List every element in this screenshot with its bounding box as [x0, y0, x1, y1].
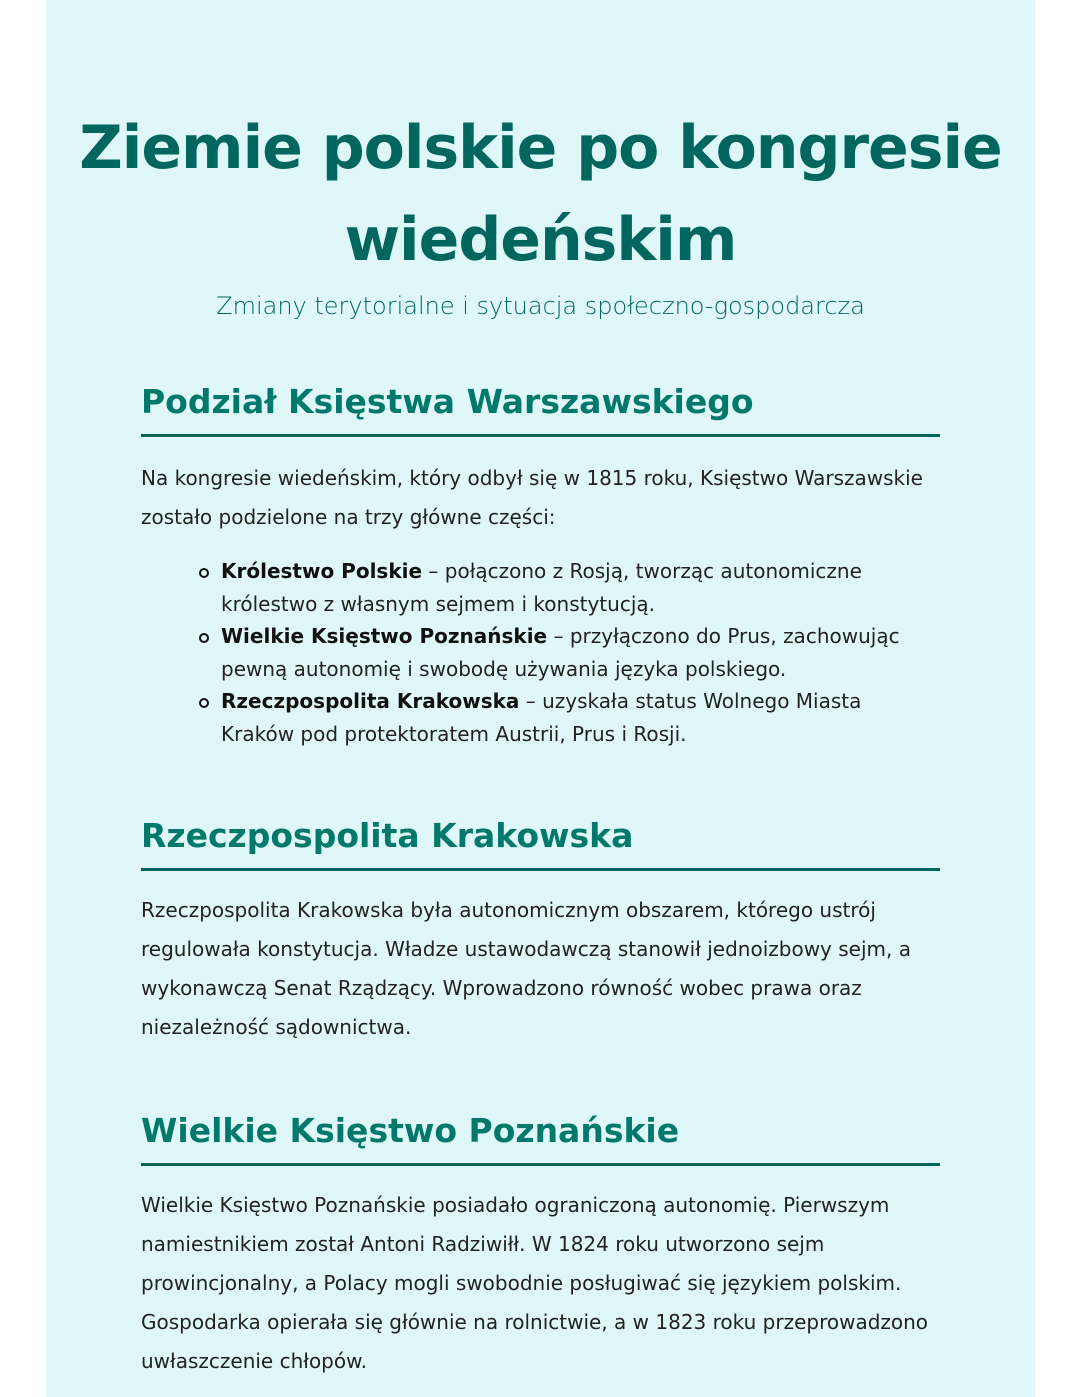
- list-item: [221, 555, 940, 620]
- list-item-text: – połączono z Rosją, tworząc autonomiczne królestwo z własnym sejmem i konstytucją.: [221, 559, 862, 616]
- section-poznan: [141, 1109, 940, 1381]
- section-paragraph: Rzeczpospolita Krakowska była autonomicznym obszarem, którego ustrój regulowała konstytucja. Władze ustawodawczą stanowił jednoizbowy sejm, a wykonawczą Senat Rządzący. Wprowadzono równość wobec prawa oraz niezależność sądownictwa.: [141, 898, 911, 1039]
- list-item: [221, 620, 940, 685]
- list-item-text: – uzyskała status Wolnego Miasta Kraków pod protektoratem Austrii, Prus i Rosji.: [221, 689, 862, 746]
- section-heading: Podział Księstwa Warszawskiego: [141, 380, 940, 437]
- list-item-term: Rzeczpospolita Krakowska: [221, 689, 520, 713]
- section-division: [141, 380, 940, 750]
- list-item-text: – przyłączono do Prus, zachowując pewną autonomię i swobodę używania języka polskiego.: [221, 624, 900, 681]
- section-heading: Wielkie Księstwo Poznańskie: [141, 1109, 940, 1166]
- document-page: [46, 0, 1035, 1397]
- list-item-term: Wielkie Księstwo Poznańskie: [221, 624, 548, 648]
- division-list: [141, 555, 940, 750]
- page-title: Ziemie polskie po kongresie wiedeńskim: [79, 113, 1002, 275]
- section-heading: Rzeczpospolita Krakowska: [141, 814, 940, 871]
- list-item: [221, 685, 940, 750]
- section-paragraph: Wielkie Księstwo Poznańskie posiadało ograniczoną autonomię. Pierwszym namiestnikiem został Antoni Radziwiłł. W 1824 roku utworzono sejm prowincjonalny, a Polacy mogli swobodnie posługiwać się językiem polskim. Gospodarka opierała się głównie na rolnictwie, a w 1823 roku przeprowadzono uwłaszczenie chłopów.: [141, 1193, 929, 1373]
- list-item-term: Królestwo Polskie: [221, 559, 423, 583]
- section-krakow: [141, 814, 940, 1047]
- section-paragraph: Na kongresie wiedeńskim, który odbył się w 1815 roku, Księstwo Warszawskie zostało podzielone na trzy główne części:: [141, 466, 923, 529]
- page-subtitle: Zmiany terytorialne i sytuacja społeczno-gospodarcza: [216, 292, 865, 320]
